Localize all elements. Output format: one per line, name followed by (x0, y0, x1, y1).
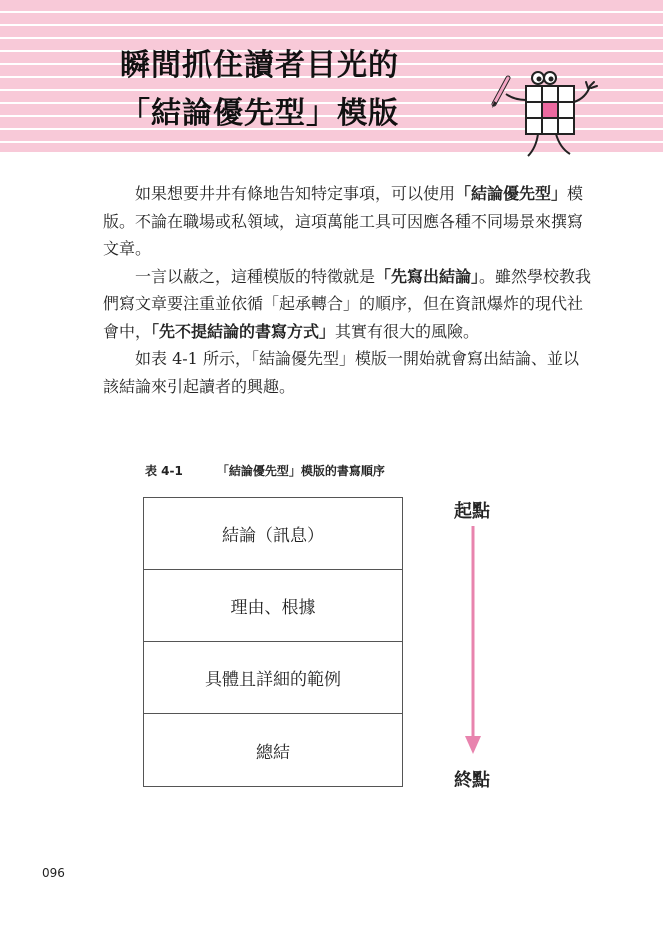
pencil-icon (492, 78, 508, 108)
table-caption (145, 462, 385, 479)
paragraph-3: 如表 4-1 所示，「結論優先型」模版一開始就會寫出結論、並以該結論來引起讀者的興趣。 (103, 349, 579, 396)
writing-order-table (143, 497, 403, 787)
title-line-2: 「結論優先型」模版 (120, 96, 399, 131)
page-number: 096 (42, 866, 65, 880)
table-row: 具體且詳細的範例 (144, 642, 402, 714)
table-row: 結論（訊息） (144, 498, 402, 570)
table-caption-label: 表 4-1 (145, 464, 183, 478)
paragraph-1: 如果想要井井有條地告知特定事項，可以使用「結論優先型」模版。不論在職場或私領域，這項萬能工具可因應各種不同場景來撰寫文章。 (103, 184, 584, 258)
table-row: 理由、根據 (144, 570, 402, 642)
down-arrow-icon (462, 526, 484, 756)
mascot-illustration (490, 70, 610, 166)
body-text (103, 180, 593, 400)
emphasis-text: 「先寫出結論」 (375, 266, 480, 286)
page-title (120, 42, 399, 138)
paragraph-2: 一言以蔽之，這種模版的特徵就是「先寫出結論」。雖然學校教我們寫文章要注重並依循「起承轉合」的順序，但在資訊爆炸的現代社會中，「先不提結論的書寫方式」其實有很大的風險。 (103, 266, 592, 341)
table-row: 總結 (256, 742, 290, 763)
table-caption-title: 「結論優先型」模版的書寫順序 (216, 464, 385, 478)
emphasis-text: 「結論優先型」 (455, 184, 568, 203)
end-label: 終點 (454, 770, 490, 791)
emphasis-text: 「先不提結論的書寫方式」 (151, 321, 336, 341)
start-label: 起點 (454, 501, 490, 522)
title-line-1: 瞬間抓住讀者目光的 (120, 48, 399, 83)
